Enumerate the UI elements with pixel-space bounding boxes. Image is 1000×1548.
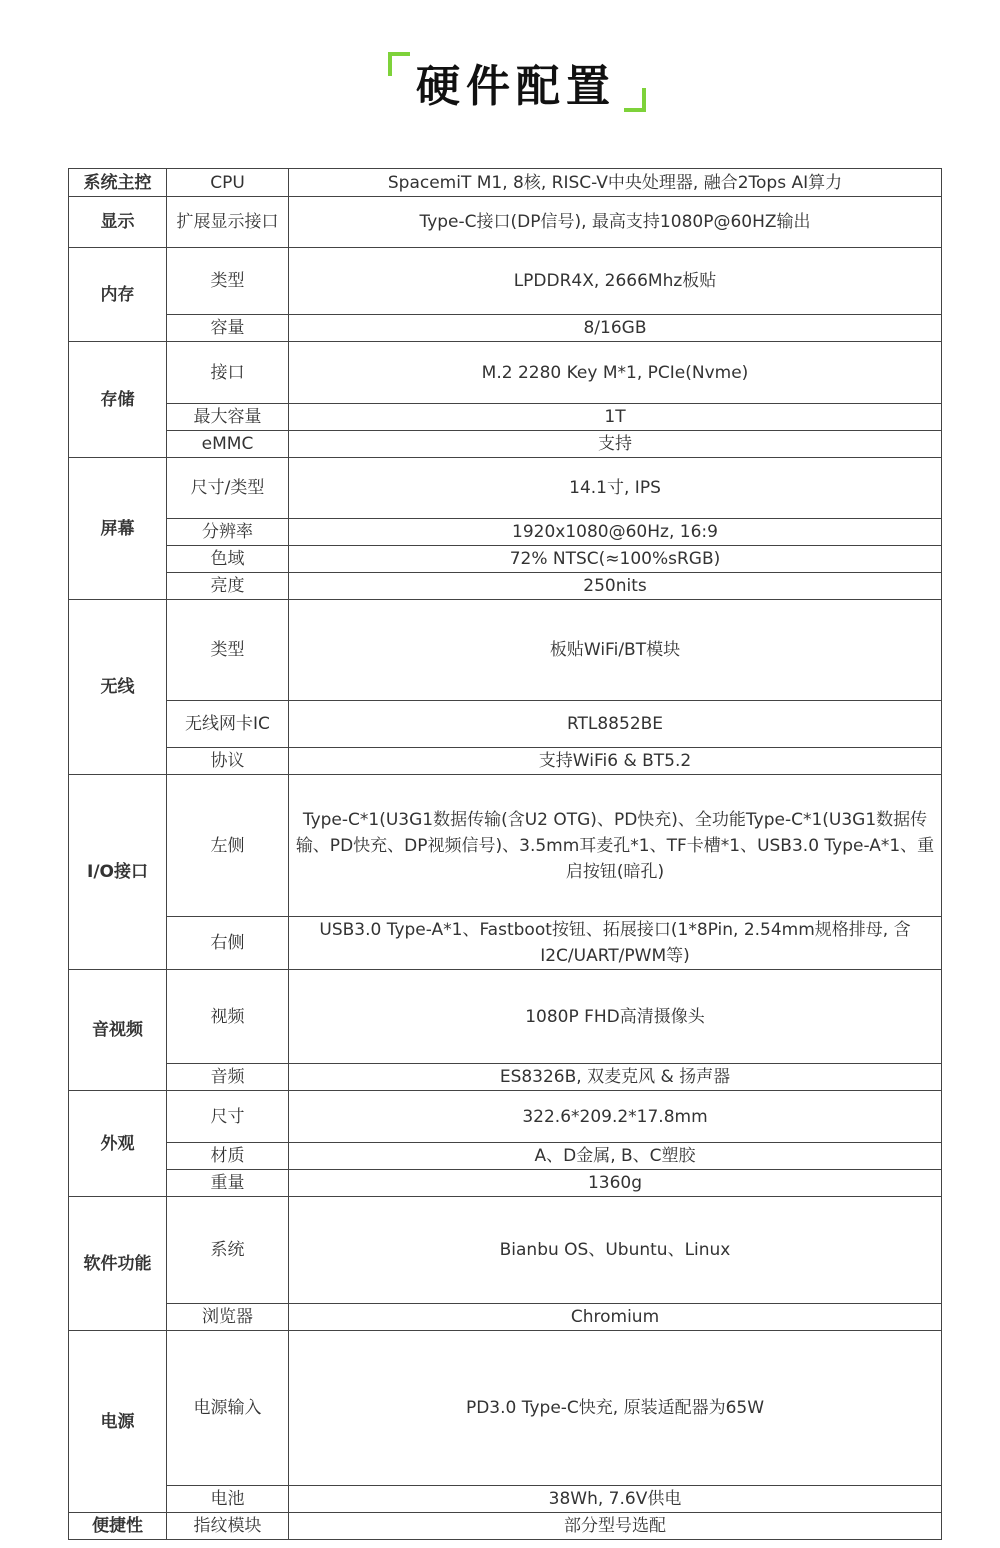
value-cell: 1360g — [289, 1170, 942, 1197]
table-row — [69, 519, 942, 546]
table-row — [69, 600, 942, 701]
item-cell: 无线网卡IC — [167, 701, 289, 748]
table-row — [69, 1091, 942, 1143]
category-cell: 电源 — [69, 1331, 167, 1513]
item-cell: 类型 — [167, 600, 289, 701]
value-cell: 1920x1080@60Hz, 16:9 — [289, 519, 942, 546]
item-cell: 尺寸/类型 — [167, 458, 289, 519]
table-row — [69, 1486, 942, 1513]
value-cell: 部分型号选配 — [289, 1513, 942, 1540]
category-cell: 系统主控 — [69, 169, 167, 197]
table-row — [69, 248, 942, 315]
item-cell: CPU — [167, 169, 289, 197]
item-cell: 容量 — [167, 315, 289, 342]
value-cell: 14.1寸, IPS — [289, 458, 942, 519]
value-cell: 1080P FHD高清摄像头 — [289, 970, 942, 1064]
value-cell: 板贴WiFi/BT模块 — [289, 600, 942, 701]
value-cell: 支持 — [289, 431, 942, 458]
table-row — [69, 701, 942, 748]
table-row — [69, 315, 942, 342]
table-row — [69, 775, 942, 917]
table-row — [69, 1197, 942, 1304]
table-row — [69, 1331, 942, 1486]
item-cell: 系统 — [167, 1197, 289, 1304]
value-cell: ES8326B, 双麦克风 & 扬声器 — [289, 1064, 942, 1091]
item-cell: 扩展显示接口 — [167, 197, 289, 248]
item-cell: eMMC — [167, 431, 289, 458]
value-cell: 250nits — [289, 573, 942, 600]
item-cell: 色域 — [167, 546, 289, 573]
item-cell: 视频 — [167, 970, 289, 1064]
category-cell: 外观 — [69, 1091, 167, 1197]
table-row — [69, 1170, 942, 1197]
value-cell: A、D金属, B、C塑胶 — [289, 1143, 942, 1170]
item-cell: 接口 — [167, 342, 289, 404]
item-cell: 电池 — [167, 1486, 289, 1513]
table-row — [69, 748, 942, 775]
table-row — [69, 546, 942, 573]
table-row — [69, 970, 942, 1064]
value-cell: 322.6*209.2*17.8mm — [289, 1091, 942, 1143]
item-cell: 类型 — [167, 248, 289, 315]
item-cell: 分辨率 — [167, 519, 289, 546]
value-cell: SpacemiT M1, 8核, RISC-V中央处理器, 融合2Tops AI算力 — [289, 169, 942, 197]
item-cell: 材质 — [167, 1143, 289, 1170]
title-block — [0, 44, 1000, 124]
category-cell: 存储 — [69, 342, 167, 458]
item-cell: 尺寸 — [167, 1091, 289, 1143]
value-cell: Type-C*1(U3G1数据传输(含U2 OTG)、PD快充)、全功能Type-C*1(U3G1数据传输、PD快充、DP视频信号)、3.5mm耳麦孔*1、TF卡槽*1、USB3.0 Type-A*1、重启按钮(暗孔) — [289, 775, 942, 917]
item-cell: 右侧 — [167, 917, 289, 970]
table-row — [69, 431, 942, 458]
table-row — [69, 458, 942, 519]
value-cell: Chromium — [289, 1304, 942, 1331]
category-cell: 内存 — [69, 248, 167, 342]
table-row — [69, 342, 942, 404]
table-row — [69, 917, 942, 970]
table-row — [69, 169, 942, 197]
category-cell: 音视频 — [69, 970, 167, 1091]
corner-bracket-bottom-right — [624, 88, 646, 112]
category-cell: 显示 — [69, 197, 167, 248]
item-cell: 重量 — [167, 1170, 289, 1197]
value-cell: M.2 2280 Key M*1, PCIe(Nvme) — [289, 342, 942, 404]
value-cell: 支持WiFi6 & BT5.2 — [289, 748, 942, 775]
table-row — [69, 1064, 942, 1091]
value-cell: Bianbu OS、Ubuntu、Linux — [289, 1197, 942, 1304]
table-row — [69, 1304, 942, 1331]
item-cell: 协议 — [167, 748, 289, 775]
value-cell: 8/16GB — [289, 315, 942, 342]
category-cell: 屏幕 — [69, 458, 167, 600]
table-row — [69, 197, 942, 248]
item-cell: 音频 — [167, 1064, 289, 1091]
value-cell: 1T — [289, 404, 942, 431]
table-row — [69, 404, 942, 431]
item-cell: 浏览器 — [167, 1304, 289, 1331]
category-cell: 无线 — [69, 600, 167, 775]
item-cell: 最大容量 — [167, 404, 289, 431]
value-cell: PD3.0 Type-C快充, 原装适配器为65W — [289, 1331, 942, 1486]
table-row — [69, 573, 942, 600]
spec-table — [68, 168, 942, 1540]
table-row — [69, 1513, 942, 1540]
item-cell: 左侧 — [167, 775, 289, 917]
item-cell: 指纹模块 — [167, 1513, 289, 1540]
item-cell: 亮度 — [167, 573, 289, 600]
value-cell: 72% NTSC(≈100%sRGB) — [289, 546, 942, 573]
category-cell: 便捷性 — [69, 1513, 167, 1540]
page-title: 硬件配置 — [416, 61, 616, 112]
value-cell: Type-C接口(DP信号), 最高支持1080P@60HZ输出 — [289, 197, 942, 248]
value-cell: USB3.0 Type-A*1、Fastboot按钮、拓展接口(1*8Pin, 2.54mm规格排母, 含I2C/UART/PWM等) — [289, 917, 942, 970]
table-row — [69, 1143, 942, 1170]
value-cell: LPDDR4X, 2666Mhz板贴 — [289, 248, 942, 315]
category-cell: I/O接口 — [69, 775, 167, 970]
category-cell: 软件功能 — [69, 1197, 167, 1331]
item-cell: 电源输入 — [167, 1331, 289, 1486]
value-cell: RTL8852BE — [289, 701, 942, 748]
value-cell: 38Wh, 7.6V供电 — [289, 1486, 942, 1513]
